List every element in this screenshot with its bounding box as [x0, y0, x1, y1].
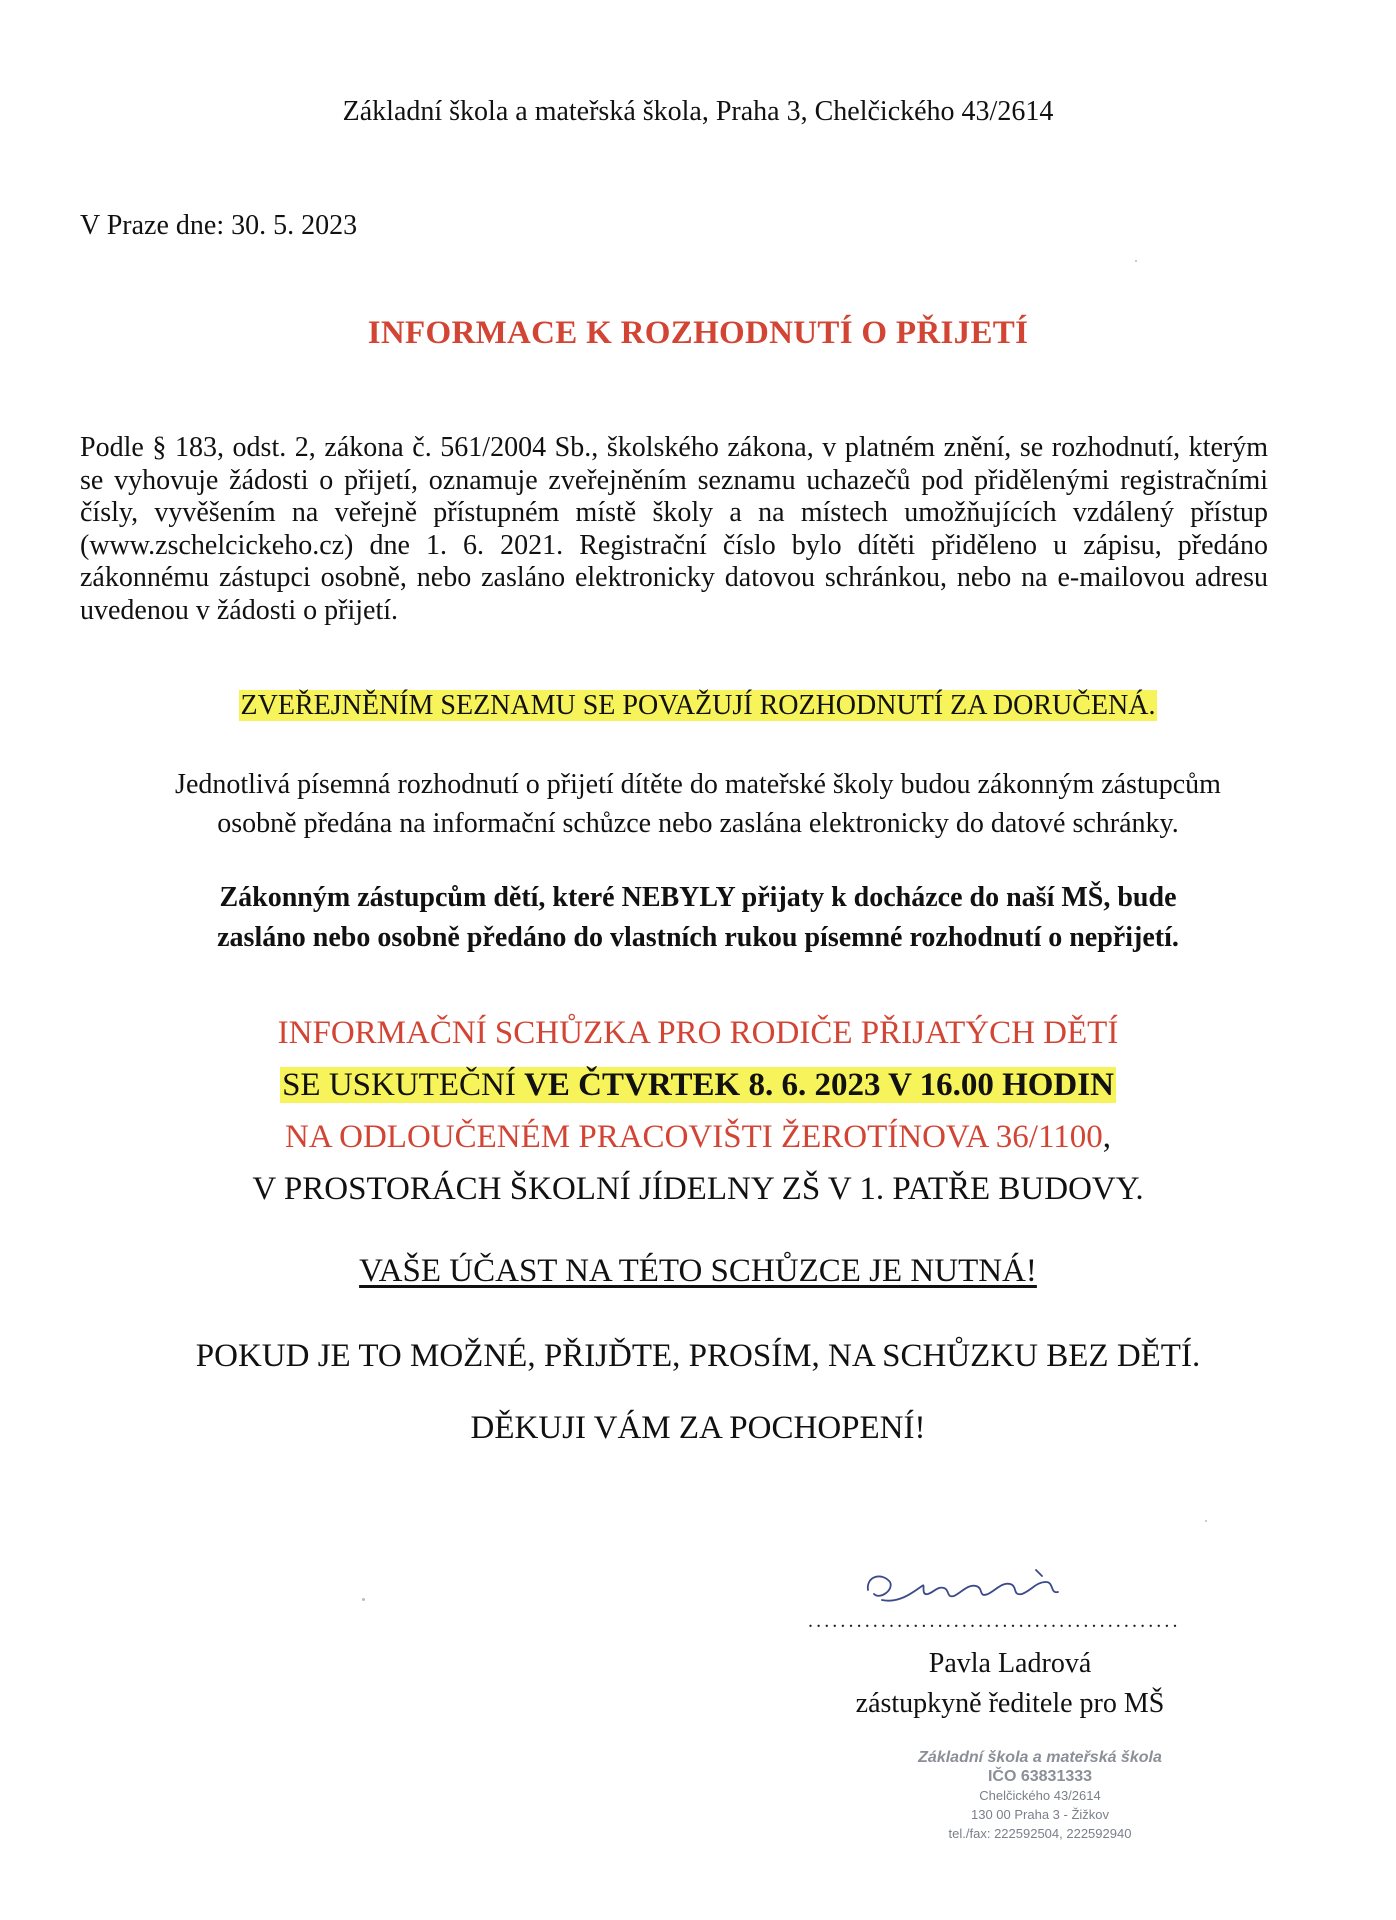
date-line: V Praze dne: 30. 5. 2023: [80, 210, 358, 241]
decision-notice-line-2: osobně předána na informační schůzce nebo zaslána elektronicky do datové schránky.: [217, 808, 1179, 839]
scan-speck: [362, 1598, 365, 1601]
highlight-line: [0, 690, 1396, 722]
meeting-location-comma: ,: [1102, 1119, 1111, 1155]
stamp-line-3: Chelčického 43/2614: [979, 1788, 1101, 1803]
attendance-required: VAŠE ÚČAST NA TÉTO SCHŮZCE JE NUTNÁ!: [359, 1253, 1037, 1289]
meeting-date: VE ČTVRTEK 8. 6. 2023 V 16.00 HODIN: [524, 1067, 1114, 1103]
school-stamp: [860, 1748, 1220, 1843]
school-header: Základní škola a mateřská škola, Praha 3, Chelčického 43/2614: [342, 96, 1054, 127]
stamp-line-2: IČO 63831333: [987, 1768, 1093, 1785]
meeting-location: NA ODLOUČENÉM PRACOVIŠTI ŽEROTÍNOVA 36/1100: [285, 1119, 1103, 1155]
rejection-notice: [80, 878, 1316, 958]
meeting-line-4: V PROSTORÁCH ŠKOLNÍ JÍDELNY ZŠ V 1. PATŘE BUDOVY.: [252, 1171, 1144, 1207]
scan-speck: [1205, 1520, 1207, 1522]
meeting-line-2-prefix: SE USKUTEČNÍ: [282, 1067, 525, 1103]
rejection-notice-line-2: zasláno nebo osobně předáno do vlastních rukou písemné rozhodnutí o nepřijetí.: [217, 922, 1179, 953]
meeting-date-highlight: [280, 1067, 1116, 1103]
no-children-request: POKUD JE TO MOŽNÉ, PŘIJĎTE, PROSÍM, NA SCHŮZKU BEZ DĚTÍ.: [195, 1338, 1201, 1374]
decision-notice-line-1: Jednotlivá písemná rozhodnutí o přijetí dítěte do mateřské školy budou zákonným zástupcům: [175, 769, 1221, 800]
highlighted-notice: ZVEŘEJNĚNÍM SEZNAMU SE POVAŽUJÍ ROZHODNUTÍ ZA DORUČENÁ.: [240, 690, 1156, 721]
scan-speck: [1135, 260, 1137, 262]
decision-notice: [80, 765, 1316, 843]
meeting-line-3: [0, 1119, 1396, 1156]
signature-line: ..............................................: [808, 1610, 1181, 1632]
stamp-line-5: tel./fax: 222592504, 222592940: [948, 1826, 1132, 1841]
meeting-line-1: INFORMAČNÍ SCHŮZKA PRO RODIČE PŘIJATÝCH DĚTÍ: [277, 1015, 1119, 1051]
rejection-notice-line-1: Zákonným zástupcům dětí, které NEBYLY přijaty k docházce do naší MŠ, bude: [219, 882, 1177, 913]
signer-name: Pavla Ladrová: [928, 1648, 1092, 1679]
stamp-line-1: Základní škola a mateřská škola: [918, 1749, 1162, 1766]
stamp-line-4: 130 00 Praha 3 - Žižkov: [970, 1807, 1110, 1822]
meeting-line-2: [0, 1067, 1396, 1104]
signer-role: zástupkyně ředitele pro MŠ: [855, 1688, 1165, 1719]
thanks-line: DĚKUJI VÁM ZA POCHOPENÍ!: [470, 1410, 926, 1446]
page-title: INFORMACE K ROZHODNUTÍ O PŘIJETÍ: [367, 315, 1029, 351]
legal-paragraph: Podle § 183, odst. 2, zákona č. 561/2004 Sb., školského zákona, v platném znění, se rozhodnutí, kterým se vyhovuje žádosti o přijetí, oznamuje zveřejněním seznamu uchazečů pod přidělenými registračními čísly, vyvěšením na veřejně přístupném místě školy a na místech umožňujících vzdálený přístup (www.zschelcickeho.cz) dne 1. 6. 2021. Registrační číslo bylo dítěti přiděleno u zápisu, předáno zákonnému zástupci osobně, nebo zasláno elektronicky datovou schránkou, nebo na e-mailovou adresu uvedenou v žádosti o přijetí.: [80, 432, 1268, 626]
